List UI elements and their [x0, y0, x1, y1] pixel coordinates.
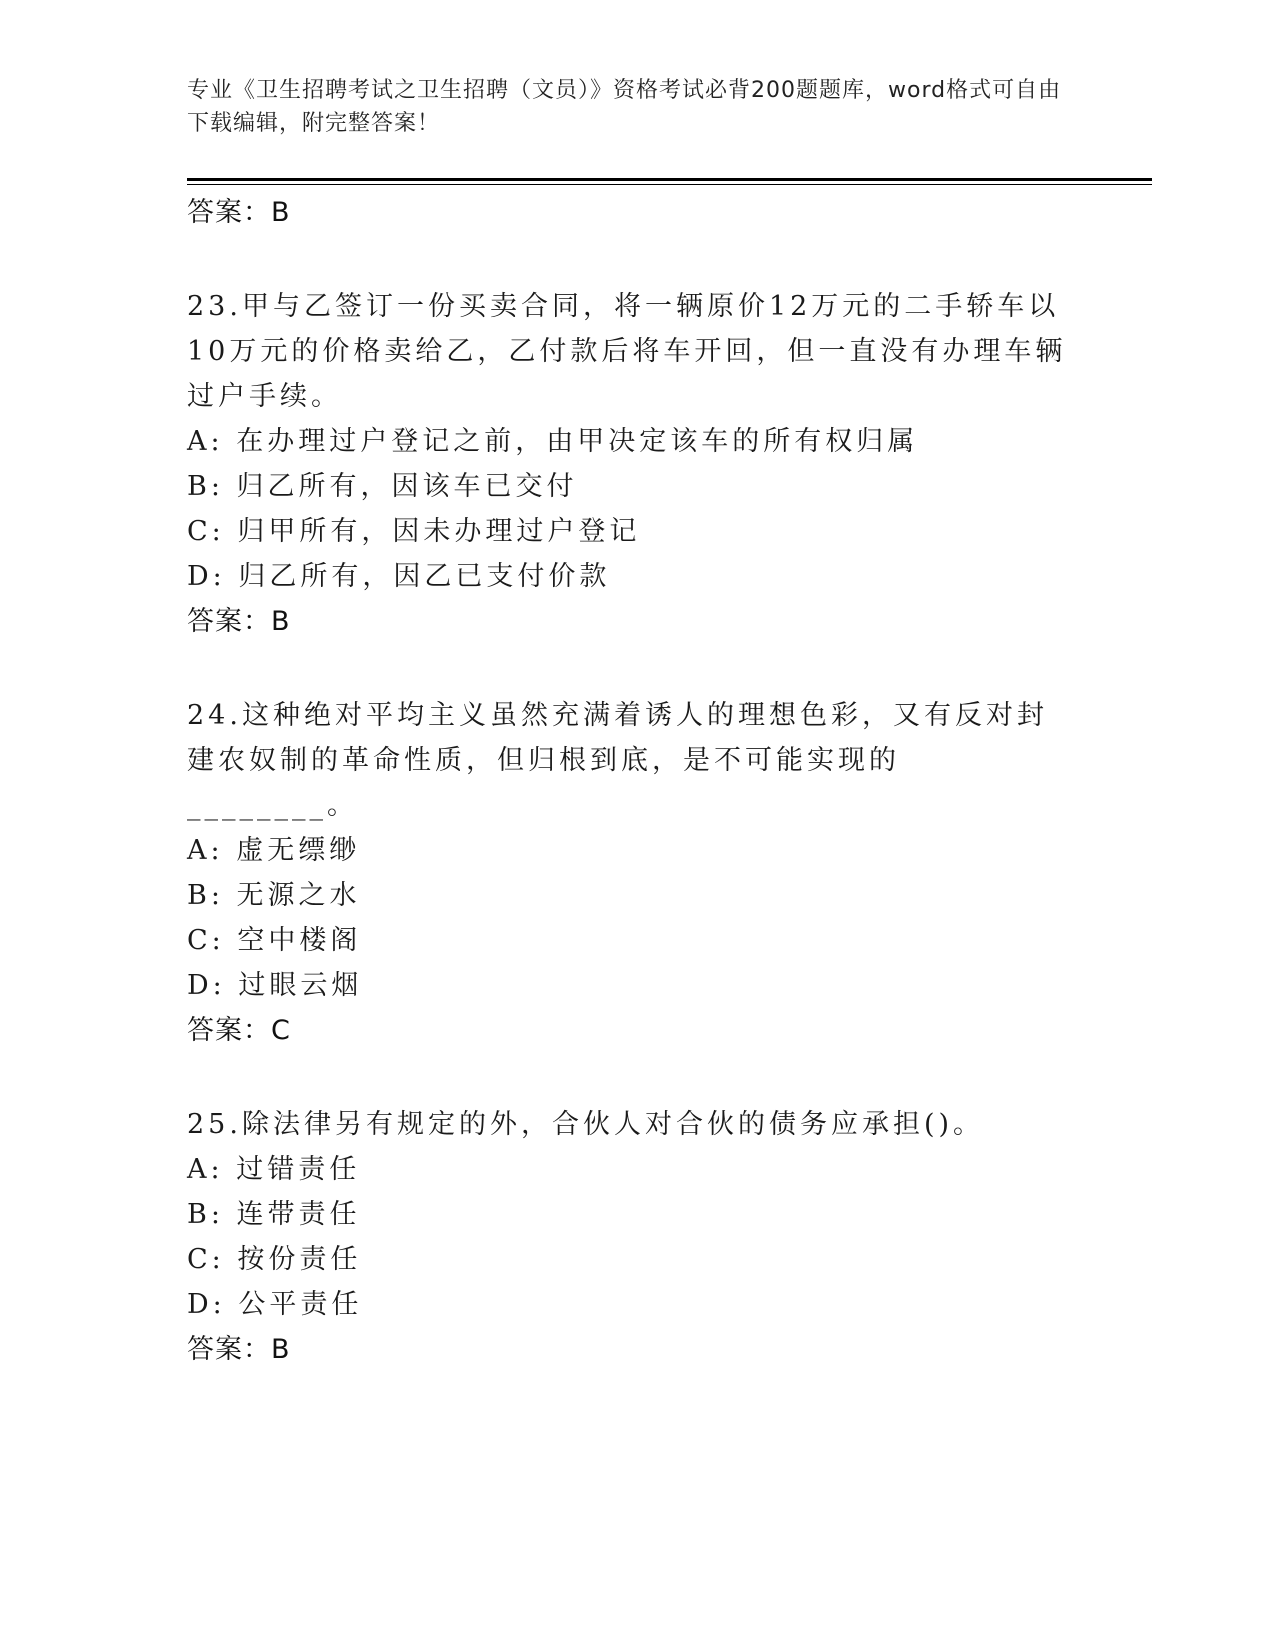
option-text: 虚无缥缈	[236, 835, 361, 866]
option-a	[187, 419, 1087, 464]
option-text: 公平责任	[238, 1289, 363, 1320]
option-key: D:	[187, 970, 226, 1001]
option-key: A:	[187, 426, 224, 457]
document-header: 专业《卫生招聘考试之卫生招聘（文员）》资格考试必背200题题库，word格式可自由下载编辑，附完整答案！	[187, 78, 1062, 136]
option-c	[187, 918, 1087, 963]
option-text: 连带责任	[236, 1199, 361, 1230]
option-b	[187, 873, 1087, 918]
option-key: A:	[187, 1154, 224, 1185]
answer-line	[187, 1327, 1087, 1373]
option-d	[187, 963, 1087, 1008]
question-stem: 25.除法律另有规定的外，合伙人对合伙的债务应承担()。	[187, 1109, 985, 1140]
option-b	[187, 464, 1087, 509]
answer-label: 答案：	[187, 606, 271, 637]
option-a	[187, 828, 1087, 873]
option-text: 过错责任	[236, 1154, 361, 1185]
option-key: B:	[187, 880, 224, 911]
header-rule-thin	[187, 184, 1152, 185]
answer-value: C	[271, 1015, 291, 1046]
question-block	[187, 284, 1087, 645]
option-key: C:	[187, 1244, 225, 1275]
answer-line	[187, 190, 1087, 236]
option-key: A:	[187, 835, 224, 866]
option-b	[187, 1192, 1087, 1237]
option-d	[187, 554, 1087, 599]
answer-label: 答案：	[187, 1015, 271, 1046]
spacer	[187, 236, 1087, 284]
option-key: C:	[187, 925, 225, 956]
option-key: D:	[187, 1289, 226, 1320]
option-key: B:	[187, 471, 224, 502]
option-d	[187, 1282, 1087, 1327]
option-key: B:	[187, 1199, 224, 1230]
answer-label: 答案：	[187, 1334, 271, 1365]
option-text: 归乙所有，因乙已支付价款	[238, 561, 611, 592]
question-block	[187, 693, 1087, 1054]
answer-value: B	[271, 1334, 291, 1365]
spacer	[187, 1054, 1087, 1102]
question-stem: 23.甲与乙签订一份买卖合同，将一辆原价12万元的二手轿车以10万元的价格卖给乙，乙付款后将车开回，但一直没有办理车辆过户手续。	[187, 291, 1067, 412]
option-key: C:	[187, 516, 225, 547]
question-stem: 24.这种绝对平均主义虽然充满着诱人的理想色彩，又有反对封建农奴制的革命性质，但归根到底，是不可能实现的________。	[187, 700, 1048, 821]
spacer	[187, 645, 1087, 693]
answer-value: B	[271, 606, 291, 637]
option-text: 空中楼阁	[237, 925, 362, 956]
option-a	[187, 1147, 1087, 1192]
answer-line	[187, 599, 1087, 645]
header-rule-thick	[187, 178, 1152, 181]
option-text: 归乙所有，因该车已交付	[236, 471, 578, 502]
answer-label: 答案：	[187, 197, 271, 228]
answer-value: B	[271, 197, 291, 228]
option-text: 过眼云烟	[238, 970, 363, 1001]
option-c	[187, 509, 1087, 554]
option-text: 在办理过户登记之前，由甲决定该车的所有权归属	[236, 426, 919, 457]
option-c	[187, 1237, 1087, 1282]
option-key: D:	[187, 561, 226, 592]
option-text: 按份责任	[237, 1244, 362, 1275]
question-block	[187, 1102, 1087, 1373]
answer-line	[187, 1008, 1087, 1054]
option-text: 无源之水	[236, 880, 361, 911]
document-body	[187, 190, 1087, 1373]
option-text: 归甲所有，因未办理过户登记	[237, 516, 641, 547]
